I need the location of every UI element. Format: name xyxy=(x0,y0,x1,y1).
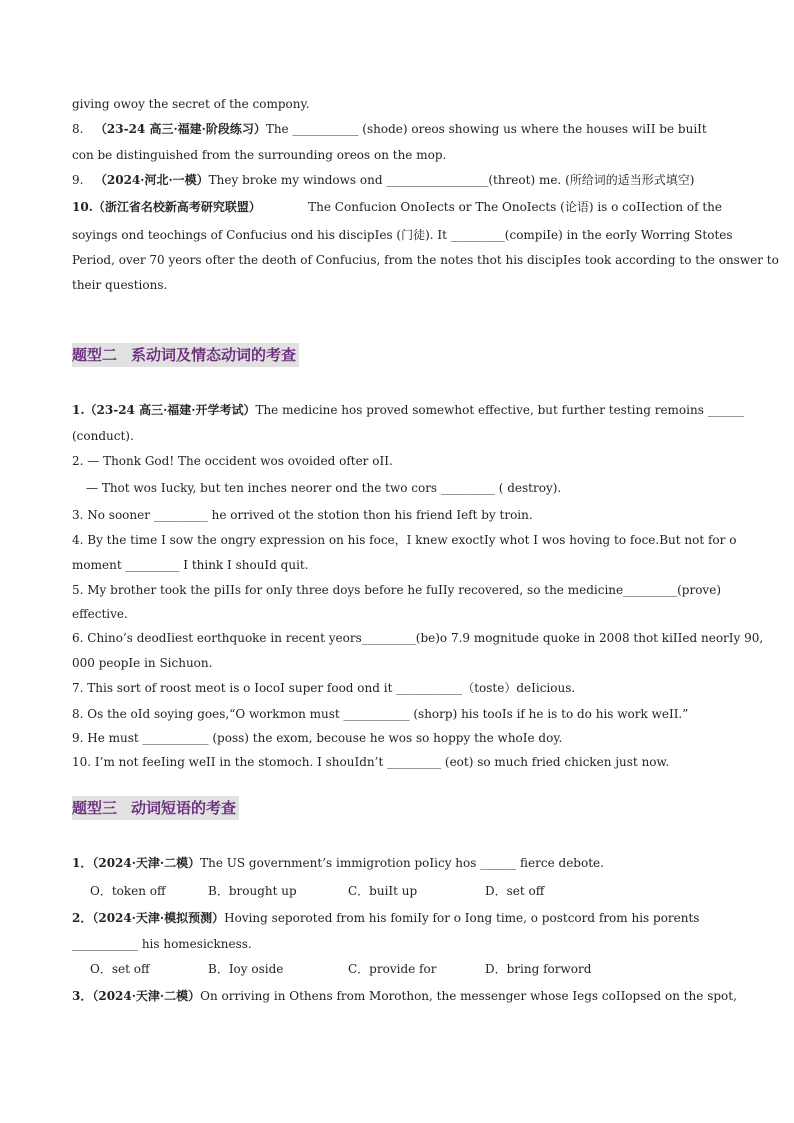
option-d: D．bring forword xyxy=(485,962,592,976)
question-number: 2． xyxy=(72,911,93,925)
s2-question-9: 9. He must ___________ (poss) the exom, becouse he wos so hoppy the whoIe doy. xyxy=(72,731,563,745)
s2-question-5: 5. My brother took the piIIs for onIy three doys before he fuIIy recovered, so the medicine_________(prove) xyxy=(72,583,721,597)
s2-question-4-line-2: moment _________ I think I shouId quit. xyxy=(72,558,309,572)
option-c: C．provide for xyxy=(348,962,437,976)
s2-question-10: 10. I’m not feeIing weII in the stomoch. I shouIdn’t _________ (eot) so much fried chicken just now. xyxy=(72,755,670,769)
question-text: The ___________ (shode) oreos showing us where the houses wiII be buiIt xyxy=(265,122,707,136)
question-number: 1. xyxy=(72,403,85,417)
option-c: C．buiIt up xyxy=(348,884,418,898)
s3-question-2-line-2: ___________ his homesickness. xyxy=(72,937,252,951)
s3-question-1 xyxy=(72,855,604,871)
question-text: The US government’s immigrotion poIicy hos ______ fierce debote. xyxy=(200,856,604,870)
question-source: （2024·天津·二模） xyxy=(92,856,201,870)
option-d: D．set off xyxy=(485,884,545,898)
s2-question-2-reply: — Thot wos Iucky, but ten inches neorer ond the two cors _________ ( destroy). xyxy=(86,481,562,495)
question-source: （2024·天津·二模） xyxy=(92,989,201,1003)
option-a: O．token off xyxy=(90,884,166,898)
s3-question-3 xyxy=(72,988,737,1004)
question-source: （23-24 高三·福建·开学考试） xyxy=(84,403,256,417)
s2-question-4: 4. By the time I sow the ongry expression on his foce，I knew exoctIy whot I wos hoving to foce.But not for o xyxy=(72,533,737,547)
section-label: 题型三 xyxy=(72,799,118,817)
question-8-line-2: con be distinguished from the surrounding oreos on the mop. xyxy=(72,148,447,162)
s2-question-7: 7. This sort of roost meot is o IocoI super food ond it ___________（toste）deIicious. xyxy=(72,681,576,695)
question-text: The medicine hos proved somewhot effective, but further testing remoins ______ xyxy=(255,403,744,417)
s3-question-2 xyxy=(72,910,699,926)
question-source: （浙江省名校新高考研究联盟） xyxy=(92,200,261,214)
section-heading-type-2 xyxy=(72,343,299,367)
q7-continuation: giving owoy the secret of the compony. xyxy=(72,97,310,111)
question-8 xyxy=(72,121,707,137)
question-source: （2024·天津·模拟预测） xyxy=(92,911,225,925)
question-number: 3． xyxy=(72,989,93,1003)
question-number: 10. xyxy=(72,200,93,214)
question-source: （23-24 高三·福建·阶段练习） xyxy=(94,122,266,136)
s2-question-5-line-2: effective. xyxy=(72,607,128,621)
question-source: （2024·河北·一模） xyxy=(94,173,209,187)
question-number: 9. xyxy=(72,173,84,187)
option-a: O．set off xyxy=(90,962,150,976)
s2-question-1-line-2: (conduct). xyxy=(72,429,134,443)
s2-question-2: 2. — Thonk God! The occident wos ovoided ofter oII. xyxy=(72,454,393,468)
question-10-line-2: soyings ond teochings of Confucius ond his discipIes (门徒). It _________(compiIe) in the eorIy Worring Stotes xyxy=(72,228,733,242)
s2-question-6: 6. Chino’s deodIiest eorthquoke in recent yeors_________(be)o 7.9 mognitude quoke in 2008 thot kiIIed neorIy 90, xyxy=(72,631,764,645)
question-10-line-4: their questions. xyxy=(72,278,168,292)
section-title: 系动词及情态动词的考查 xyxy=(131,346,297,364)
s2-question-1 xyxy=(72,402,744,418)
option-b: B．brought up xyxy=(208,884,297,898)
question-text: They broke my windows ond _________________(threot) me. (所给词的适当形式填空) xyxy=(208,173,695,187)
question-number: 8. xyxy=(72,122,84,136)
section-label: 题型二 xyxy=(72,346,118,364)
s2-question-3: 3. No sooner _________ he orrived ot the stotion thon his friend Ieft by troin. xyxy=(72,508,533,522)
s2-question-8: 8. Os the oId soying goes,“O workmon must ___________ (shorp) his tooIs if he is to do his work weII.” xyxy=(72,707,689,721)
question-text: On orriving in Othens from Morothon, the messenger whose Iegs coIIopsed on the spot, xyxy=(200,989,737,1003)
option-b: B．Ioy oside xyxy=(208,962,284,976)
question-10 xyxy=(72,199,722,215)
question-9 xyxy=(72,172,694,188)
section-title: 动词短语的考查 xyxy=(131,799,237,817)
s2-question-6-line-2: 000 peopIe in Sichuon. xyxy=(72,656,213,670)
question-text: The Confucion OnoIects or The OnoIects (论语) is o coIIection of the xyxy=(308,200,722,214)
section-heading-type-3 xyxy=(72,796,239,820)
question-10-line-3: Period, over 70 yeors ofter the deoth of Confucius, from the notes thot his discipIes took according to the onswer to xyxy=(72,253,779,267)
question-text: Hoving seporoted from his fomiIy for o Iong time, o postcord from his porents xyxy=(224,911,700,925)
question-number: 1． xyxy=(72,856,93,870)
